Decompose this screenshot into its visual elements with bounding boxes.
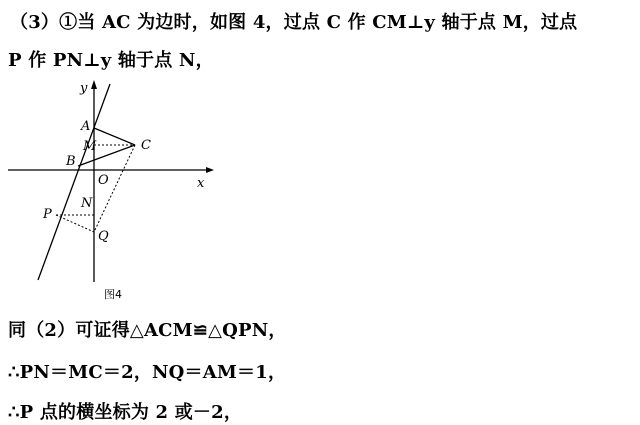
point-c-label: C xyxy=(141,138,151,153)
x-axis-label: x xyxy=(197,176,205,191)
geometry-figure-4 xyxy=(0,72,230,312)
point-p-label: P xyxy=(43,207,52,222)
text-line-3: 同（2）可证得△ACM≌△QPN， xyxy=(8,320,287,341)
figure-caption: 图4 xyxy=(104,288,122,301)
segment-pq-dashed xyxy=(56,215,94,232)
point-n-label: N xyxy=(81,196,93,211)
point-q-label: Q xyxy=(98,229,109,244)
text-line-2: P 作 PN⊥y 轴于点 N， xyxy=(8,50,214,71)
y-axis-arrow-icon xyxy=(91,80,97,89)
point-m-label: M xyxy=(83,139,97,154)
text-line-1: （3）①当 AC 为边时，如图 4，过点 C 作 CM⊥y 轴于点 M，过点 xyxy=(10,12,578,33)
text-line-4: ∴PN＝MC＝2，NQ＝AM＝1， xyxy=(8,362,287,383)
y-axis-label: y xyxy=(80,81,88,96)
point-b-label: B xyxy=(66,154,76,169)
segment-ac xyxy=(94,128,135,145)
origin-label: O xyxy=(98,173,109,188)
point-a-label: A xyxy=(81,119,91,134)
text-line-5: ∴P 点的横坐标为 2 或－2， xyxy=(8,402,243,423)
x-axis-arrow-icon xyxy=(206,167,214,173)
